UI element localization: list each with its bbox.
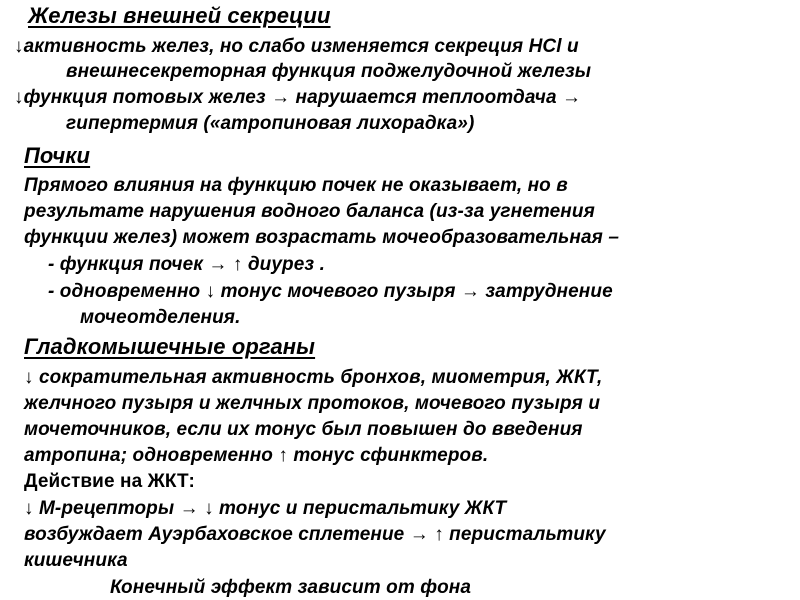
glands-line-2: внешнесекреторная функция поджелудочной железы [66, 61, 592, 82]
kidneys-line-3: функции желез) может возрастать мочеобразовательная – [24, 227, 619, 248]
gi-line-1: ↓ М-рецепторы → ↓ тонус и перистальтику ЖКТ [24, 498, 507, 519]
kidneys-line-6: мочеотделения. [80, 307, 241, 328]
glands-line-4: гипертермия («атропиновая лихорадка») [66, 113, 475, 134]
heading-smooth-muscle: Гладкомышечные органы [24, 334, 316, 359]
smooth-muscle-line-2: желчного пузыря и желчных протоков, мочевого пузыря и [24, 393, 601, 414]
kidneys-line-4: - функция почек → ↑ диурез . [48, 254, 325, 275]
gi-action-title: Действие на ЖКТ: [24, 471, 195, 492]
smooth-muscle-line-3: мочеточников, если их тонус был повышен до введения [24, 419, 583, 440]
gi-line-2: возбуждает Ауэрбаховское сплетение → ↑ перистальтику [24, 524, 606, 545]
kidneys-line-1: Прямого влияния на функцию почек не оказывает, но в [24, 175, 568, 196]
heading-exocrine-glands: Железы внешней секреции [28, 3, 331, 28]
heading-kidneys: Почки [24, 143, 91, 168]
gi-line-3: кишечника [24, 550, 128, 571]
glands-line-3: ↓функция потовых желез → нарушается теплоотдача → [14, 87, 582, 108]
conclusion-line: Конечный эффект зависит от фона [110, 577, 472, 598]
smooth-muscle-line-4: атропина; одновременно ↑ тонус сфинктеров. [24, 445, 489, 466]
glands-line-1: ↓активность желез, но слабо изменяется секреция НСl и [14, 36, 579, 57]
smooth-muscle-line-1: ↓ сократительная активность бронхов, миометрия, ЖКТ, [24, 367, 603, 388]
kidneys-line-2: результате нарушения водного баланса (из-за угнетения [24, 201, 595, 222]
kidneys-line-5: - одновременно ↓ тонус мочевого пузыря → затруднение [48, 281, 613, 302]
